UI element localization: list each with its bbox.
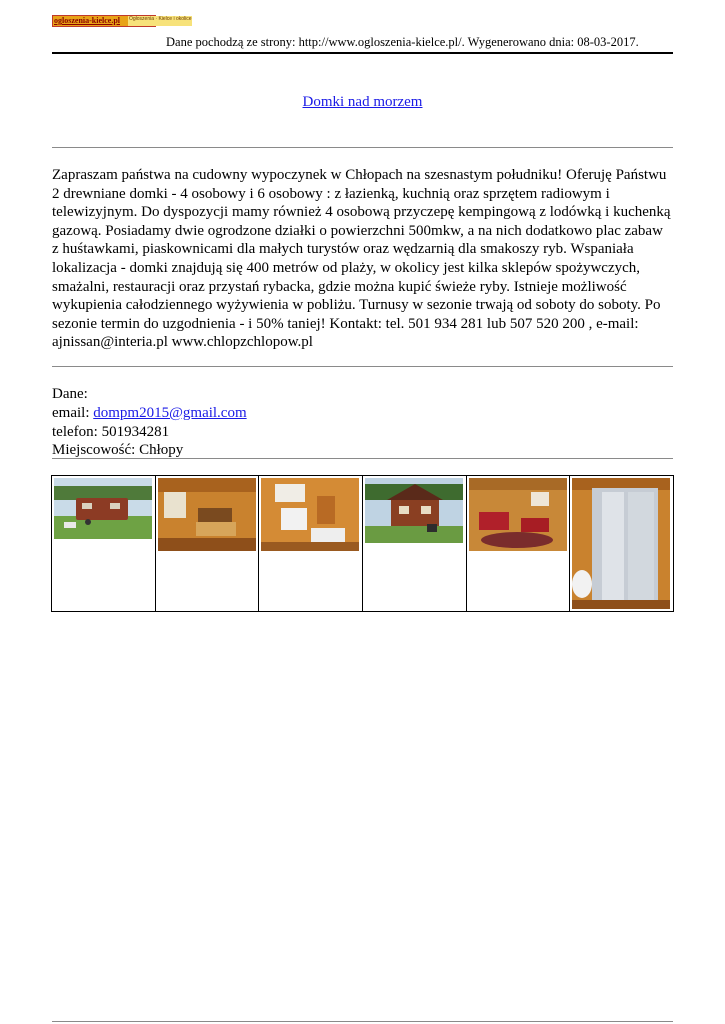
gallery-cell [466,476,570,611]
locality-label: Miejscowość: [52,442,140,459]
gallery-cell [155,476,259,611]
gallery-cell [258,476,362,611]
phone-label: telefon: [52,423,102,440]
contact-phone-row [52,423,247,442]
email-label: email: [52,404,94,421]
footer-divider [52,1021,673,1022]
photo-shower-bathroom[interactable] [572,478,670,609]
contact-heading: Dane: [52,386,88,402]
photo-wooden-cabin-exterior[interactable] [365,478,463,543]
contact-email-row [52,404,247,423]
gallery-cell [569,476,673,611]
contact-divider [52,458,673,459]
contact-block [52,385,247,460]
photo-gallery [51,475,674,612]
photo-trailer-on-lawn[interactable] [54,478,152,539]
header-divider [52,52,673,54]
photo-living-room[interactable] [469,478,567,551]
gallery-cell [362,476,466,611]
gallery-cell [52,476,155,611]
listing-title-link[interactable]: Domki nad morzem [302,94,423,110]
locality-value: Chłopy [139,442,184,459]
listing-title-wrap [0,94,725,111]
phone-value: 501934281 [101,423,170,440]
logo-tagline: Ogłoszenia · Kielce i okolice [128,16,192,26]
photo-kitchen[interactable] [261,478,359,551]
title-divider [52,147,673,148]
listing-description: Zapraszam państwa na cudowny wypoczynek w Chłopach na szesnastym południku! Oferuję Państwu 2 drewniane domki - 4 osobowy i 6 osobowy : z łazienką, kuchnią oraz sprzętem radiowym i telewizyjnym. Do dyspozycji mamy również 4 osobową przyczepę kempingową z lodówką i kuchenką gazową. Posiadamy dwie ogrodzone działki o powierzchni 500mkw, a na nich dodatkowo plac zabaw z huśtawkami, piaskownicami dla małych turystów oraz wędzarnią dla smakoszy ryb. Wspaniała lokalizacja - domki znajdują się 400 metrów od plaży, w okolicy jest kilka sklepów spożywczych, smażalni, restauracji oraz przystań rybacka, gdzie można kupić świeże ryby. Istnieje możliwość wykupienia całodziennego wyżywienia w pobliżu. Turnusy w sezonie trwają od soboty do soboty. Po sezonie termin do uzgodnienia - i 50% taniej! Kontakt: tel. 501 934 281 lub 507 520 200 , e-mail: ajnissan@interia.pl www.chlopzchlopow.pl [52,167,671,351]
logo-text: ogloszenia-kielce.pl [53,16,128,26]
site-logo [52,15,192,27]
description-divider [52,366,673,367]
photo-wooden-bedroom[interactable] [158,478,256,551]
email-link[interactable]: dompm2015@gmail.com [93,404,247,421]
source-line: Dane pochodzą ze strony: http://www.ogloszenia-kielce.pl/. Wygenerowano dnia: 08-03-2017. [166,35,639,49]
